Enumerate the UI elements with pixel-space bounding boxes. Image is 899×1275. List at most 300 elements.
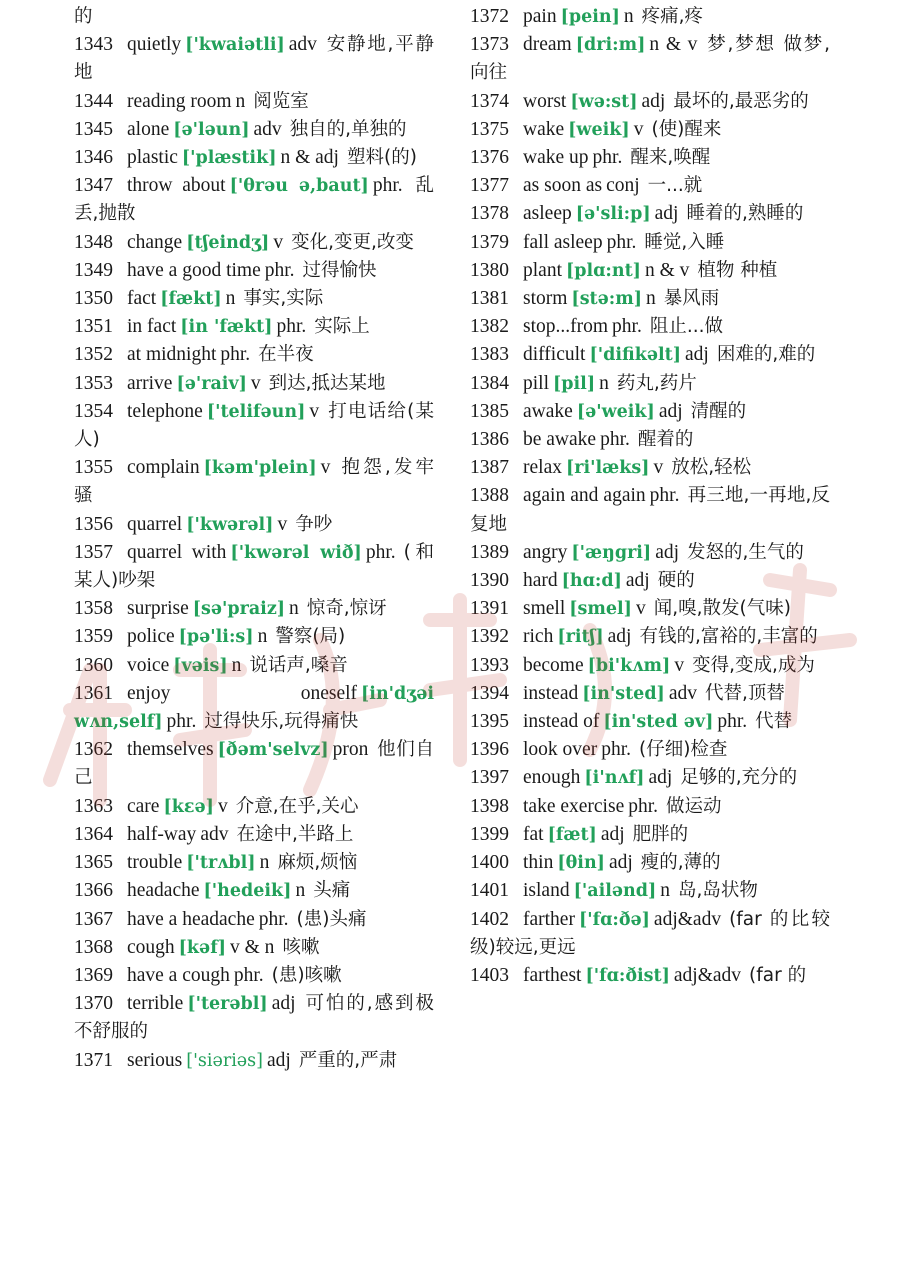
- entry-word: in fact: [127, 316, 177, 338]
- entry-part-of-speech: n & adj: [280, 147, 339, 169]
- entry-part-of-speech: n: [295, 880, 306, 902]
- entry-number: 1391: [470, 598, 509, 620]
- entry-phonetic: [kəf]: [178, 937, 227, 958]
- entry-word: relax: [523, 457, 562, 479]
- entry-phonetic: [sə'praiz]: [192, 599, 286, 620]
- entry-phonetic: [ə'sli:p]: [575, 204, 651, 225]
- entry-word: arrive: [127, 372, 173, 394]
- entry-number: 1394: [470, 682, 509, 704]
- entry-word: dream: [523, 34, 572, 56]
- entry-number: 1374: [470, 90, 509, 112]
- entry-translation: 再三地,一再地,反复地: [470, 485, 830, 535]
- entry-part-of-speech: phr.: [606, 231, 637, 253]
- entry-word: serious: [127, 1049, 183, 1071]
- entry-translation: 暴风雨: [663, 288, 720, 310]
- entry-word: instead of: [523, 711, 600, 733]
- vocab-entry: [74, 285, 434, 313]
- entry-word: farther: [523, 908, 575, 930]
- entry-number: 1388: [470, 485, 509, 507]
- entry-translation: 争吵: [295, 513, 333, 535]
- vocab-entry: [470, 821, 830, 849]
- entry-part-of-speech: phr.: [628, 795, 659, 817]
- entry-word: enough: [523, 767, 581, 789]
- vocab-entry: [74, 370, 434, 398]
- entry-part-of-speech: n: [231, 654, 242, 676]
- entry-phonetic: ['ailənd]: [573, 881, 657, 902]
- entry-word: voice: [127, 654, 170, 676]
- entry-phonetic: [vəis]: [173, 655, 228, 676]
- entry-word: become: [523, 654, 584, 676]
- vocab-entry: [470, 426, 830, 454]
- entry-part-of-speech: adj: [658, 400, 683, 422]
- entry-part-of-speech: adj: [685, 344, 709, 366]
- entry-word: fall asleep: [523, 231, 603, 253]
- entry-part-of-speech: phr.: [233, 964, 264, 986]
- entry-phonetic: [fæt]: [547, 824, 597, 845]
- entry-part-of-speech: adj: [608, 852, 633, 874]
- entry-translation: 梦,梦想 做梦,向往: [470, 34, 830, 84]
- entry-number: 1345: [74, 118, 113, 140]
- entry-phonetic: ['trʌbl]: [186, 853, 256, 874]
- vocab-entry: [470, 3, 830, 31]
- entry-phonetic: [ritʃ]: [557, 627, 604, 648]
- entry-part-of-speech: adj&adv: [673, 964, 742, 986]
- entry-word: farthest: [523, 964, 582, 986]
- entry-word: fact: [127, 288, 157, 310]
- entry-part-of-speech: adv: [253, 118, 282, 140]
- vocab-entry: [74, 962, 434, 990]
- entry-word: have a good time: [127, 259, 261, 281]
- entry-part-of-speech: adj: [641, 90, 666, 112]
- entry-part-of-speech: n: [646, 288, 656, 310]
- entry-word: cough: [127, 936, 175, 958]
- vocab-entry: [470, 172, 830, 200]
- vocab-entry: [74, 539, 434, 595]
- entry-number: 1363: [74, 795, 113, 817]
- entry-word: asleep: [523, 203, 572, 225]
- vocab-entry: [470, 567, 830, 595]
- entry-translation: 麻烦,烦恼: [277, 852, 358, 874]
- vocab-entry: [470, 31, 830, 87]
- entry-number: 1376: [470, 147, 509, 169]
- vocab-entry: [74, 1047, 434, 1075]
- vocab-entry: [74, 652, 434, 680]
- entry-translation: 在途中,半路上: [236, 823, 354, 845]
- entry-translation: 睡着的,熟睡的: [686, 203, 804, 225]
- entry-phonetic: ['fɑ:ðist]: [585, 965, 670, 986]
- vocab-entry: [74, 877, 434, 905]
- vocab-entry: [470, 454, 830, 482]
- entry-word: quarrel with: [127, 541, 227, 563]
- vocab-entry: [74, 990, 434, 1046]
- vocab-entry: [470, 708, 830, 736]
- entry-part-of-speech: adj: [654, 203, 679, 225]
- entry-number: 1362: [74, 739, 113, 761]
- entry-translation: 岛,岛状物: [678, 880, 758, 902]
- entry-phonetic: [dri:m]: [575, 35, 646, 56]
- entry-word: again and again: [523, 485, 646, 507]
- entry-translation: 塑料(的): [346, 147, 417, 169]
- vocab-entry: [470, 88, 830, 116]
- entry-part-of-speech: v: [653, 457, 664, 479]
- entry-word: headache: [127, 880, 200, 902]
- entry-phonetic: [pə'li:s]: [178, 627, 254, 648]
- vocab-entry: [470, 370, 830, 398]
- entry-phonetic: [smel]: [569, 599, 632, 620]
- entry-word: quietly: [127, 34, 182, 56]
- entry-phonetic: ['kwərəl wið]: [230, 542, 362, 563]
- entry-number: 1375: [470, 118, 509, 140]
- entry-number: 1357: [74, 541, 113, 563]
- entry-translation: 过得快乐,玩得痛快: [204, 711, 359, 733]
- entry-part-of-speech: v: [320, 457, 331, 479]
- entry-phonetic: [pil]: [553, 373, 596, 394]
- entry-word: island: [523, 880, 570, 902]
- entry-number: 1370: [74, 993, 113, 1015]
- entry-number: 1403: [470, 964, 509, 986]
- entry-number: 1395: [470, 711, 509, 733]
- entry-translation: 变得,变成,成为: [692, 654, 815, 676]
- entry-number: 1399: [470, 823, 509, 845]
- entry-number: 1354: [74, 400, 113, 422]
- entry-phonetic: [pein]: [560, 7, 620, 27]
- entry-part-of-speech: phr.: [649, 485, 680, 507]
- entry-phonetic: [kɛə]: [163, 796, 214, 817]
- vocab-entry: [470, 793, 830, 821]
- entry-number: 1384: [470, 372, 509, 394]
- entry-word: half-way: [127, 823, 197, 845]
- entry-part-of-speech: phr.: [258, 908, 289, 930]
- vocab-entry: [74, 736, 434, 792]
- entry-part-of-speech: adj: [607, 626, 632, 648]
- entry-phonetic: ['kwaiətli]: [185, 35, 285, 56]
- vocab-entry: [74, 341, 434, 369]
- entry-number: 1349: [74, 259, 113, 281]
- entry-translation: 一...就: [647, 175, 703, 197]
- entry-part-of-speech: v: [635, 598, 646, 620]
- entry-part-of-speech: adj&adv: [653, 908, 722, 930]
- entry-translation: 睡觉,入睡: [644, 231, 725, 253]
- vocab-entry: [74, 595, 434, 623]
- entry-number: 1397: [470, 767, 509, 789]
- entry-phonetic: ['hedeik]: [203, 881, 292, 902]
- entry-word: as soon as: [523, 175, 603, 197]
- entry-part-of-speech: v: [633, 118, 644, 140]
- entry-translation: 瘦的,薄的: [640, 852, 721, 874]
- entry-word: thin: [523, 852, 554, 874]
- entry-part-of-speech: adj: [648, 767, 673, 789]
- entry-phonetic: [ə'ləun]: [173, 119, 250, 140]
- entry-translation: 肥胖的: [632, 823, 689, 845]
- vocab-entry: [470, 736, 830, 764]
- entry-number: 1381: [470, 288, 509, 310]
- entry-phonetic: [in'dʒəi wʌn,self]: [74, 683, 434, 733]
- entry-part-of-speech: v: [217, 795, 228, 817]
- entry-translation: 说话声,嗓音: [249, 654, 348, 676]
- vocab-entry: [74, 88, 434, 116]
- entry-translation: 硬的: [657, 570, 695, 592]
- entry-word: awake: [523, 400, 573, 422]
- vocab-entry: [470, 313, 830, 341]
- entry-number: 1361: [74, 682, 113, 704]
- entry-translation: 实际上: [314, 316, 370, 338]
- entry-word: police: [127, 626, 175, 648]
- entry-translation: 做运动: [666, 795, 722, 817]
- entry-number: 1367: [74, 908, 113, 930]
- entry-number: 1348: [74, 231, 113, 253]
- entry-phonetic: [in'sted əv]: [603, 712, 714, 733]
- entry-phonetic: [kəm'plein]: [203, 458, 317, 479]
- entry-translation: (患)咳嗽: [271, 964, 342, 986]
- entry-word: have a headache: [127, 908, 255, 930]
- vocab-entry: [74, 623, 434, 651]
- vocab-entry: [74, 454, 434, 510]
- entry-number: 1356: [74, 513, 113, 535]
- entry-part-of-speech: v: [277, 513, 288, 535]
- vocab-entry: [74, 229, 434, 257]
- entry-translation: 代替: [755, 711, 793, 733]
- entry-word: storm: [523, 288, 568, 310]
- entry-part-of-speech: n: [225, 288, 236, 310]
- vocab-entry: [74, 849, 434, 877]
- vocab-entry: [470, 595, 830, 623]
- entry-phonetic: ['difikəlt]: [589, 345, 681, 366]
- entry-number: 1351: [74, 316, 113, 338]
- entry-phonetic: [ri'læks]: [565, 458, 650, 479]
- entry-word: pill: [523, 372, 550, 394]
- entry-number: 1368: [74, 936, 113, 958]
- entry-word: be awake: [523, 429, 597, 451]
- entry-phonetic: ['siəriəs]: [186, 1050, 263, 1071]
- entry-part-of-speech: n & v: [644, 259, 690, 281]
- entry-phonetic: ['kwərəl]: [186, 514, 274, 535]
- entry-part-of-speech: n: [599, 372, 609, 394]
- vocab-entry: [470, 116, 830, 144]
- entry-number: 1364: [74, 823, 113, 845]
- entry-word: angry: [523, 541, 568, 563]
- entry-phonetic: ['θrəu ə,baut]: [229, 176, 369, 197]
- vocab-entry: [74, 680, 434, 736]
- entry-translation: 事实,实际: [243, 288, 324, 310]
- vocab-entry: [470, 200, 830, 228]
- entry-translation: 阻止...做: [649, 316, 723, 338]
- entry-phonetic: [fækt]: [160, 289, 222, 310]
- entry-translation: 代替,顶替: [705, 682, 785, 704]
- entry-part-of-speech: adj: [655, 541, 680, 563]
- entry-phonetic: [ə'raiv]: [176, 373, 247, 394]
- vocab-entry: [470, 398, 830, 426]
- entry-phonetic: [in'sted]: [582, 683, 665, 704]
- entry-part-of-speech: phr.: [372, 175, 403, 197]
- vocab-entry: [74, 793, 434, 821]
- entry-translation: 困难的,难的: [716, 344, 816, 366]
- vocab-entry: [470, 229, 830, 257]
- entry-translation: 发怒的,生气的: [687, 541, 804, 563]
- entry-number: 1400: [470, 852, 509, 874]
- entry-word: care: [127, 795, 160, 817]
- entry-translation: (far 的: [749, 964, 807, 986]
- entry-translation: 醒来,唤醒: [630, 147, 711, 169]
- entry-translation: 可怕的,感到极不舒服的: [74, 993, 434, 1043]
- entry-translation: 药丸,药片: [616, 372, 697, 394]
- entry-translation: 独自的,单独的: [289, 118, 407, 140]
- entry-translation: 植物 种植: [697, 259, 778, 281]
- entry-number: 1379: [470, 231, 509, 253]
- entry-word: telephone: [127, 400, 203, 422]
- entry-translation: 过得愉快: [302, 259, 377, 281]
- entry-translation: 介意,在乎,关心: [235, 795, 359, 817]
- entry-number: 1372: [470, 6, 509, 27]
- entry-number: 1373: [470, 34, 509, 56]
- entry-word: themselves: [127, 739, 214, 761]
- entry-part-of-speech: n: [259, 852, 270, 874]
- entry-part-of-speech: v: [674, 654, 685, 676]
- entry-number: 1402: [470, 908, 509, 930]
- entry-number: 1385: [470, 400, 509, 422]
- entry-phonetic: [stə:m]: [571, 289, 643, 310]
- right-column: [470, 3, 830, 990]
- entry-word: change: [127, 231, 183, 253]
- vocab-entry: [470, 877, 830, 905]
- entry-part-of-speech: n: [257, 626, 268, 648]
- entry-translation: 抱怨,发牢骚: [74, 457, 434, 507]
- entry-number: 1365: [74, 852, 113, 874]
- entry-phonetic: [tʃeindʒ]: [186, 232, 270, 253]
- entry-phonetic: ['plæstik]: [181, 148, 277, 169]
- entry-number: 1392: [470, 626, 509, 648]
- entry-part-of-speech: v & n: [230, 936, 275, 958]
- entry-part-of-speech: v: [250, 372, 261, 394]
- entry-translation: 惊奇,惊讶: [306, 598, 387, 620]
- vocab-entry: [74, 31, 434, 87]
- entry-phonetic: [bi'kʌm]: [587, 655, 671, 676]
- entry-number: 1383: [470, 344, 509, 366]
- entry-part-of-speech: n: [623, 6, 634, 27]
- entry-part-of-speech: n & v: [649, 34, 698, 56]
- entry-word: wake: [523, 118, 565, 140]
- entry-part-of-speech: phr.: [166, 711, 197, 733]
- entry-phonetic: [θin]: [557, 853, 605, 874]
- entry-number: 1360: [74, 654, 113, 676]
- vocab-entry: [74, 172, 434, 228]
- entry-number: 1353: [74, 372, 113, 394]
- entry-part-of-speech: phr.: [612, 316, 642, 338]
- vocab-entry: [74, 3, 434, 31]
- entry-translation: (患)头痛: [296, 908, 367, 930]
- entry-number: 1352: [74, 344, 113, 366]
- entry-number: 1378: [470, 203, 509, 225]
- entry-word: smell: [523, 598, 566, 620]
- entry-word: look over: [523, 739, 598, 761]
- vocab-entry: [470, 764, 830, 792]
- entry-word: take exercise: [523, 795, 625, 817]
- entry-part-of-speech: adv: [200, 823, 229, 845]
- entry-word: have a cough: [127, 964, 230, 986]
- entry-number: 1386: [470, 429, 509, 451]
- entry-translation: 清醒的: [690, 400, 747, 422]
- entry-word: throw about: [127, 175, 226, 197]
- entry-part-of-speech: adj: [266, 1049, 291, 1071]
- entry-translation: 疼痛,疼: [641, 6, 704, 27]
- entry-translation: 警察(局): [275, 626, 346, 648]
- entry-part-of-speech: v: [309, 400, 320, 422]
- vocab-entry: [74, 906, 434, 934]
- entry-translation: 变化,变更,改变: [291, 231, 414, 253]
- entry-number: 1366: [74, 880, 113, 902]
- entry-part-of-speech: adj: [600, 823, 625, 845]
- entry-part-of-speech: adv: [668, 682, 697, 704]
- entry-part-of-speech: conj: [606, 175, 640, 197]
- entry-translation: 在半夜: [258, 344, 314, 366]
- vocab-entry: [470, 849, 830, 877]
- entry-word: surprise: [127, 598, 189, 620]
- vocab-entry: [470, 906, 830, 962]
- entry-translation: 放松,轻松: [671, 457, 752, 479]
- entry-phonetic: ['fɑ:ðə]: [578, 909, 650, 930]
- entry-phonetic: [ə'weik]: [576, 401, 655, 422]
- entry-translation: 的: [74, 6, 93, 27]
- entry-number: 1350: [74, 288, 113, 310]
- entry-word: reading room: [127, 90, 232, 112]
- vocab-entry: [470, 962, 830, 990]
- entry-part-of-speech: pron: [332, 739, 369, 761]
- vocab-entry: [470, 652, 830, 680]
- entry-number: 1346: [74, 147, 113, 169]
- entry-word: hard: [523, 570, 558, 592]
- entry-word: wake up: [523, 147, 589, 169]
- entry-word: complain: [127, 457, 200, 479]
- entry-word: enjoy oneself: [127, 682, 358, 704]
- entry-word: stop...from: [523, 316, 609, 338]
- entry-number: 1344: [74, 90, 113, 112]
- entry-number: 1382: [470, 316, 509, 338]
- vocab-entry: [74, 116, 434, 144]
- entry-part-of-speech: n: [660, 880, 670, 902]
- entry-number: 1401: [470, 880, 509, 902]
- entry-number: 1390: [470, 570, 509, 592]
- entry-word: trouble: [127, 852, 183, 874]
- entry-phonetic: ['æŋgri]: [571, 542, 652, 563]
- entry-translation: 最坏的,最恶劣的: [673, 90, 809, 112]
- entry-part-of-speech: phr.: [365, 541, 396, 563]
- entry-translation: 闻,嗅,散发(气味): [653, 598, 791, 620]
- entry-number: 1377: [470, 175, 509, 197]
- entry-phonetic: ['terəbl]: [187, 994, 268, 1015]
- entry-part-of-speech: v: [273, 231, 284, 253]
- entry-word: pain: [523, 6, 557, 27]
- vocab-entry: [74, 511, 434, 539]
- entry-part-of-speech: adj: [271, 993, 296, 1015]
- entry-number: 1369: [74, 964, 113, 986]
- vocab-entry: [470, 285, 830, 313]
- entry-word: fat: [523, 823, 544, 845]
- vocab-entry: [74, 257, 434, 285]
- entry-word: terrible: [127, 993, 184, 1015]
- vocab-entry: [74, 144, 434, 172]
- entry-number: 1398: [470, 795, 509, 817]
- entry-number: 1358: [74, 598, 113, 620]
- vocab-entry: [470, 539, 830, 567]
- entry-translation: 咳嗽: [282, 936, 320, 958]
- entry-part-of-speech: phr.: [592, 147, 623, 169]
- entry-word: worst: [523, 90, 567, 112]
- entry-translation: 乱丢,抛散: [74, 175, 434, 225]
- entry-translation: 安静地,平静地: [74, 34, 434, 84]
- entry-translation: 有钱的,富裕的,丰富的: [639, 626, 818, 648]
- entry-part-of-speech: n: [289, 598, 299, 620]
- entry-part-of-speech: adj: [625, 570, 650, 592]
- entry-phonetic: [in 'fækt]: [180, 317, 273, 338]
